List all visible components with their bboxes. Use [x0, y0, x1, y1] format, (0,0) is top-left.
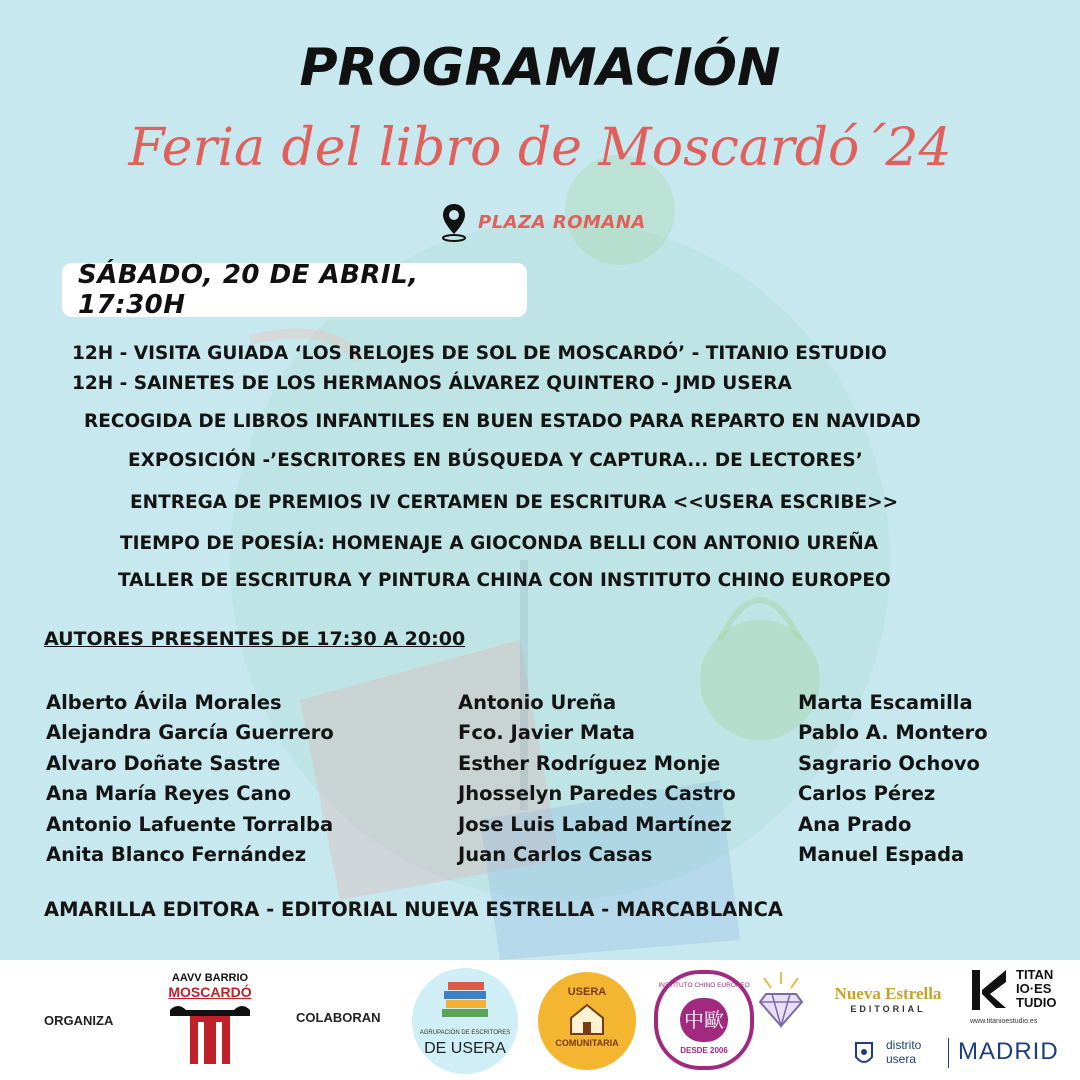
comunitaria-bottom-text: COMUNITARIA	[555, 1038, 619, 1048]
publishers-line: AMARILLA EDITORA - EDITORIAL NUEVA ESTRELLA - MARCABLANCA	[44, 898, 783, 921]
usera-small-text: AGRUPACIÓN DE ESCRITORES	[419, 1030, 511, 1036]
titanio-line2: IO·ES	[1016, 981, 1052, 996]
author-name: Jose Luis Labad Martínez	[458, 812, 732, 836]
house-icon	[567, 1002, 607, 1036]
program-item: TALLER DE ESCRITURA Y PINTURA CHINA CON INSTITUTO CHINO EUROPEO	[118, 570, 891, 591]
author-name: Ana María Reyes Cano	[46, 782, 292, 806]
author-name: Alejandra García Guerrero	[46, 721, 334, 745]
instituto-bottom-text: DESDE 2006	[680, 1046, 728, 1055]
organiza-label: ORGANIZA	[44, 1013, 114, 1028]
madrid-wordmark: MADRID	[958, 1038, 1059, 1065]
program-item: ENTREGA DE PREMIOS IV CERTAMEN DE ESCRITURA <<USERA ESCRIBE>>	[130, 492, 899, 513]
column-icon	[160, 1000, 260, 1066]
event-date: SÁBADO, 20 DE ABRIL, 17:30H	[78, 260, 419, 320]
author-name: Marta Escamilla	[798, 691, 973, 714]
footer-logos	[0, 960, 1080, 1080]
aavv-moscardo-logo	[160, 972, 260, 1072]
author-name: Juan Carlos Casas	[458, 842, 653, 866]
authors-heading: AUTORES PRESENTES DE 17:30 A 20:00	[44, 628, 466, 650]
editorial-label: EDITORIAL	[850, 1004, 926, 1014]
page-title: PROGRAMACIÓN	[299, 38, 781, 98]
nueva-estrella-name: Nueva Estrella	[834, 984, 942, 1003]
author-name: Esther Rodríguez Monje	[458, 751, 721, 775]
author-name: Alberto Ávila Morales	[46, 691, 282, 714]
location	[440, 200, 646, 244]
program-item: EXPOSICIÓN -’ESCRITORES EN BÚSQUEDA Y CAPTURA... DE LECTORES’	[128, 450, 863, 471]
author-name: Antonio Lafuente Torralba	[46, 812, 334, 836]
instituto-chino-europeo-logo	[654, 970, 754, 1070]
books-icon	[412, 976, 518, 1026]
madrid-distrito-usera-logo	[852, 1036, 1074, 1072]
distrito-line2: usera	[886, 1052, 917, 1066]
location-label: PLAZA ROMANA	[478, 211, 646, 233]
diamond-logo-icon	[756, 970, 806, 1030]
titanio-line3: TUDIO	[1016, 995, 1057, 1010]
aavv-line2: MOSCARDÓ	[168, 984, 252, 1000]
author-name: Fco. Javier Mata	[458, 721, 635, 745]
program-item: RECOGIDA DE LIBROS INFANTILES EN BUEN ESTADO PARA REPARTO EN NAVIDAD	[84, 411, 921, 432]
author-name: Anita Blanco Fernández	[46, 842, 307, 866]
program-item: 12H - VISITA GUIADA ‘LOS RELOJES DE SOL DE MOSCARDÓ’ - TITANIO ESTUDIO	[72, 343, 887, 364]
instituto-top-text: INSTITUTO CHINO EUROPEO	[658, 982, 750, 989]
author-name: Ana Prado	[798, 812, 912, 836]
authors-column-1	[46, 688, 334, 870]
location-pin-icon	[440, 202, 468, 242]
usera-big-text: DE USERA	[424, 1040, 506, 1057]
program-item: TIEMPO DE POESÍA: HOMENAJE A GIOCONDA BELLI CON ANTONIO UREÑA	[120, 533, 879, 554]
usera-comunitaria-logo	[538, 972, 636, 1070]
aavv-line1: AAVV BARRIO	[171, 972, 249, 984]
comunitaria-top-text: USERA	[567, 986, 607, 998]
authors-column-3	[798, 688, 988, 870]
titanio-mark-icon	[970, 968, 1010, 1012]
author-name: Alvaro Doñate Sastre	[46, 751, 281, 775]
author-name: Antonio Ureña	[458, 691, 617, 714]
author-name: Manuel Espada	[798, 842, 965, 866]
titanio-line1: TITAN	[1016, 967, 1054, 982]
madrid-crest-icon	[854, 1041, 874, 1067]
author-name: Sagrario Ochovo	[798, 751, 980, 775]
program-item: 12H - SAINETES DE LOS HERMANOS ÁLVAREZ QUINTERO - JMD USERA	[72, 373, 792, 394]
instituto-center-mark: 中歐	[680, 998, 728, 1042]
distrito-line1: distrito	[886, 1038, 922, 1052]
nueva-estrella-logo	[818, 984, 958, 1014]
date-box	[62, 260, 527, 320]
author-name: Jhosselyn Paredes Castro	[458, 782, 736, 806]
escritores-usera-logo	[412, 968, 518, 1074]
titanio-url: www.titanioestudio.es	[970, 1018, 1038, 1025]
author-name: Carlos Pérez	[798, 782, 936, 806]
author-name: Pablo A. Montero	[798, 721, 988, 745]
authors-column-2	[458, 688, 736, 870]
logo-divider	[948, 1038, 949, 1068]
page-subtitle: Feria del libro de Moscardó´24	[128, 118, 952, 178]
colaboran-label: COLABORAN	[296, 1010, 381, 1025]
